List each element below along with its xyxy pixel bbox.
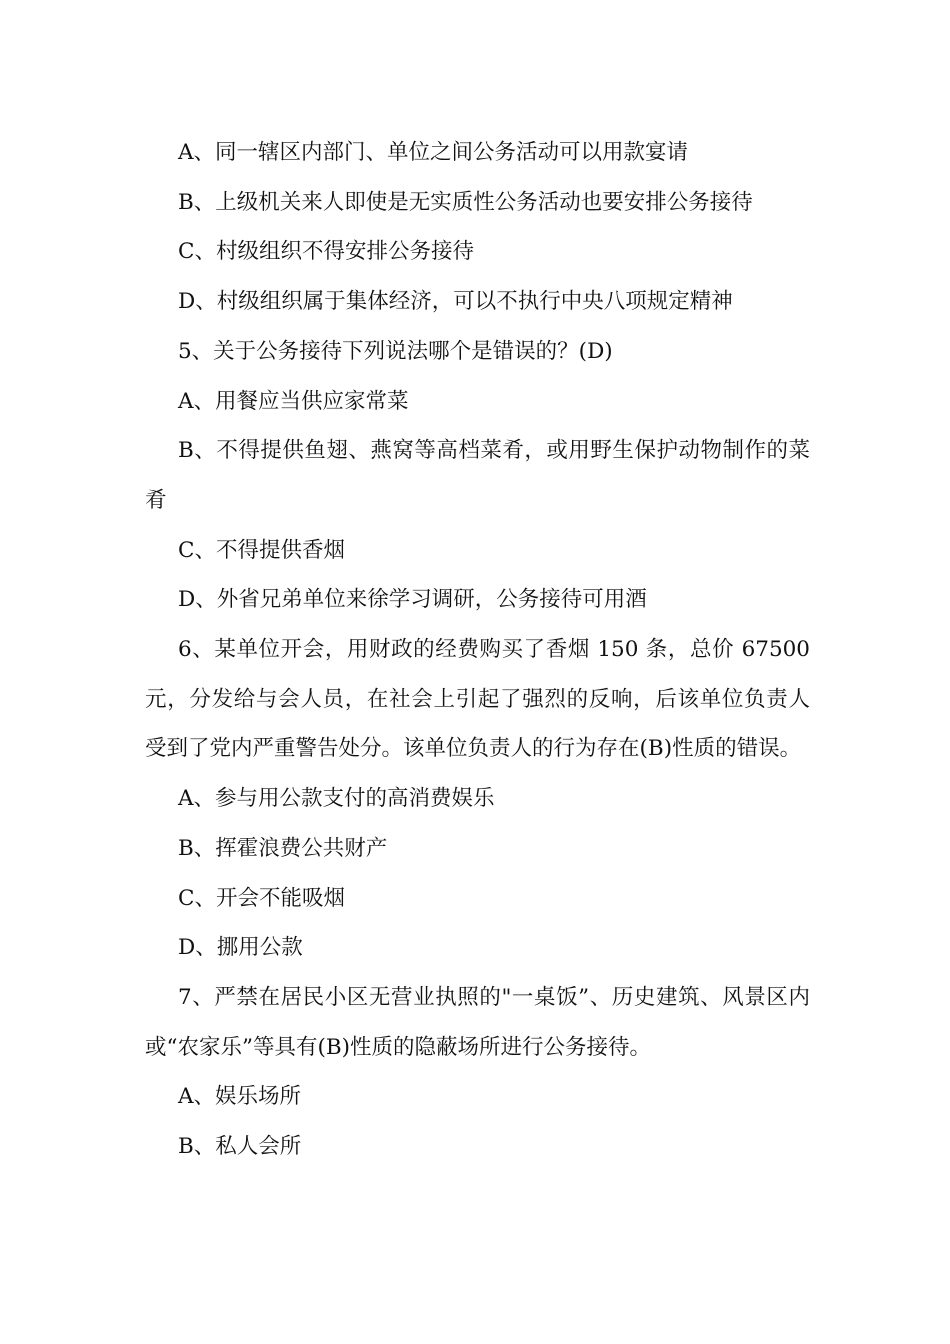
option-c-q4: C、村级组织不得安排公务接待 — [178, 239, 474, 265]
question-5: 5、关于公务接待下列说法哪个是错误的？(D) — [178, 338, 613, 364]
option-d-q4: D、村级组织属于集体经济，可以不执行中央八项规定精神 — [178, 289, 733, 315]
option-b-q4: B、上级机关来人即使是无实质性公务活动也要安排公务接待 — [178, 189, 753, 215]
option-d-q6: D、挪用公款 — [178, 935, 303, 961]
document-body — [145, 128, 810, 1172]
option-a-q7: A、娱乐场所 — [178, 1084, 302, 1110]
option-d-q5: D、外省兄弟单位来徐学习调研，公务接待可用酒 — [178, 587, 647, 613]
option-c-q6: C、开会不能吸烟 — [178, 885, 345, 911]
question-6: 6、某单位开会，用财政的经费购买了香烟 150 条，总价 67500 元，分发给与会人员，在社会上引起了强烈的反响，后该单位负责人受到了党内严重警告处分。该单位负责人的行为存在(B)性质的错误。 — [145, 637, 810, 762]
option-a-q6: A、参与用公款支付的高消费娱乐 — [178, 786, 495, 812]
option-a-q4: A、同一辖区内部门、单位之间公务活动可以用款宴请 — [178, 140, 689, 165]
question-7: 7、严禁在居民小区无营业执照的"一桌饭”、历史建筑、风景区内或“农家乐”等具有(B)性质的隐蔽场所进行公务接待。 — [145, 984, 810, 1060]
option-a-q5: A、用餐应当供应家常菜 — [178, 388, 409, 414]
option-c-q5: C、不得提供香烟 — [178, 537, 345, 563]
option-b-q7: B、私人会所 — [178, 1134, 302, 1160]
option-b-q6: B、挥霍浪费公共财产 — [178, 835, 388, 861]
option-b-q5: B、不得提供鱼翅、燕窝等高档菜肴，或用野生保护动物制作的菜肴 — [145, 438, 810, 513]
